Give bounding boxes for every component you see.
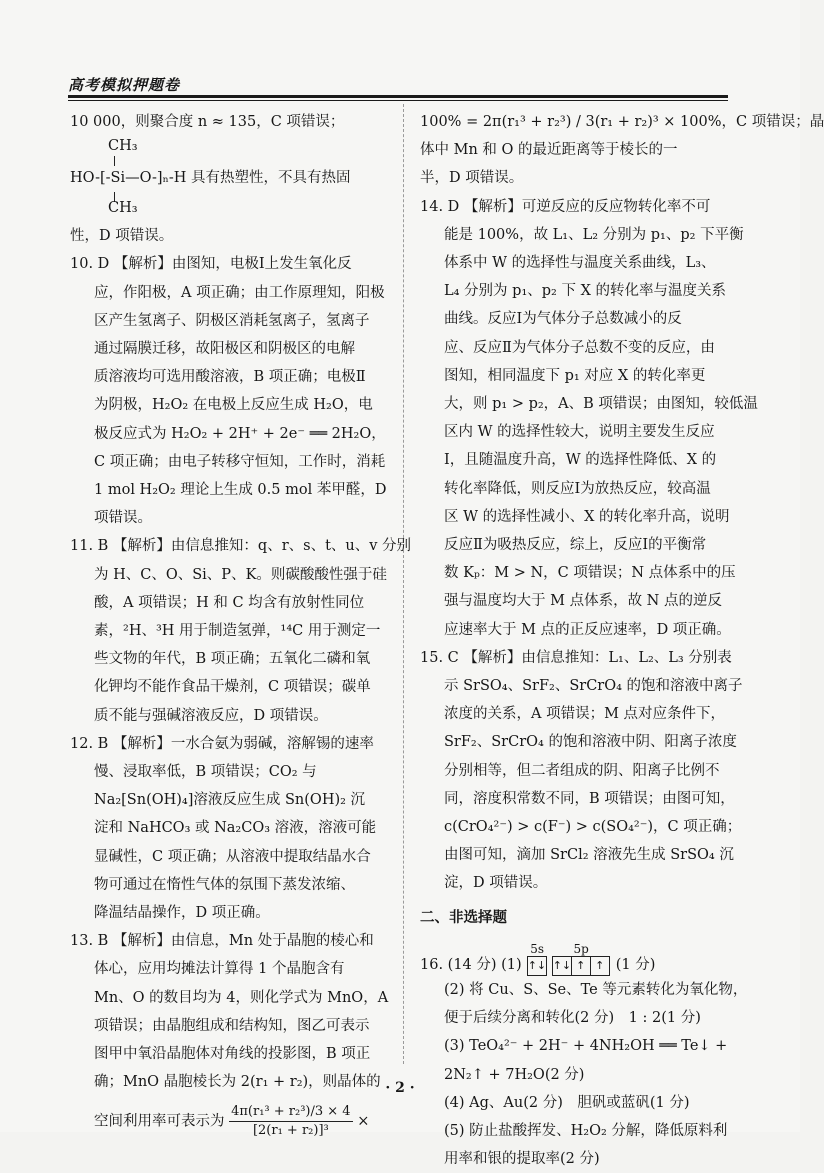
orbital-5p <box>553 942 610 976</box>
answer-11-line: 11. B 【解析】由信息推知：q、r、s、t、u、v 分别 <box>70 538 412 555</box>
answer-10-line: 1 mol H₂O₂ 理论上生成 0.5 mol 苯甲醛，D <box>94 482 387 499</box>
header-rule <box>68 95 728 98</box>
polymer-structure <box>70 136 392 222</box>
answer-15-line: 由图可知，滴加 SrCl₂ 溶液先生成 SrSO₄ 沉 <box>444 847 734 864</box>
answer-15-line: 示 SrSO₄、SrF₂、SrCrO₄ 的饱和溶液中离子 <box>444 678 743 695</box>
continued-formula: 100% = 2π(r₁³ + r₂³) / 3(r₁ + r₂)³ × 100%，C 项错误；晶 <box>420 114 824 130</box>
answer-11 <box>70 532 412 729</box>
formula-suffix: × <box>357 1113 370 1129</box>
answer-12 <box>70 730 392 927</box>
answer-15-line: 分别相等，但二者组成的阴、阳离子比例不 <box>444 762 720 779</box>
continued-line: 体中 Mn 和 O 的最近距离等于棱长的一 <box>420 142 678 159</box>
answer-15 <box>420 644 743 898</box>
answer-14-line: Ⅰ，且随温度升高，W 的选择性降低、X 的 <box>444 452 717 469</box>
answer-13-line: 项错误；由晶胞组成和结构知，图乙可表示 <box>94 1017 370 1034</box>
answer-13-line: 13. B 【解析】由信息，Mn 处于晶胞的棱心和 <box>70 933 374 950</box>
answer-13-line: Mn、O 的数目均为 4，则化学式为 MnO，A <box>94 989 389 1006</box>
answer-15-line: SrF₂、SrCrO₄ 的饱和溶液中阴、阳离子浓度 <box>444 734 737 751</box>
answer-12-line: 慢、浸取率低，B 项错误；CO₂ 与 <box>94 764 317 781</box>
fraction-denominator: [2(r₁ + r₂)]³ <box>252 1122 329 1138</box>
answer-12-line: 物可通过在惰性气体的氛围下蒸发浓缩、 <box>94 876 355 893</box>
answer-10-line: 为阴极，H₂O₂ 在电极上反应生成 H₂O，电 <box>94 397 373 414</box>
orbital-diagram-row <box>420 932 736 976</box>
answer-14-line: L₄ 分别为 p₁、p₂ 下 X 的转化率与温度关系 <box>444 283 726 300</box>
answer-10-line: 极反应式为 H₂O₂ + 2H⁺ + 2e⁻ ══ 2H₂O， <box>94 425 386 442</box>
answer-16-line: (3) TeO₄²⁻ + 2H⁻ + 4NH₂OH ══ Te↓ + <box>444 1038 728 1055</box>
orbital-5s-boxes <box>528 956 547 976</box>
section-title: 二、非选择题 <box>420 908 507 926</box>
answer-16-line: 2N₂↑ + 7H₂O(2 分) <box>444 1066 585 1083</box>
answer-16-line: 便于后续分离和转化(2 分) 1 : 2(1 分) <box>444 1010 701 1027</box>
orbital-5p-label: 5p <box>573 941 589 956</box>
page-header <box>68 74 728 100</box>
answer-14-line: 转化率降低，则反应Ⅰ为放热反应，较高温 <box>444 480 711 497</box>
answer-12-line: 淀和 NaHCO₃ 或 Na₂CO₃ 溶液，溶液可能 <box>94 820 377 837</box>
answer-14-line: 14. D 【解析】可逆反应的反应物转化率不可 <box>420 198 711 215</box>
answer-13 <box>70 927 392 1139</box>
right-column <box>420 108 824 1173</box>
answer-14-line: 强与温度均大于 M 点体系，故 N 点的逆反 <box>444 593 722 610</box>
orbital-5s-label: 5s <box>530 941 545 956</box>
answer-14-line: 应速率大于 M 点的正反应速率，D 项正确。 <box>444 621 731 638</box>
orbital-5p-boxes <box>553 956 610 976</box>
answer-10-line: 质溶液均可选用酸溶液，B 项正确；电极Ⅱ <box>94 369 366 386</box>
answer-10-line: 通过隔膜迁移，故阳极区和阴极区的电解 <box>94 341 355 358</box>
header-rule-thin <box>68 100 728 101</box>
left-column <box>70 108 412 1140</box>
answer-13-line: 确；MnO 晶胞棱长为 2(r₁ + r₂)，则晶体的 <box>94 1074 381 1091</box>
answer-12-line: 12. B 【解析】一水合氨为弱碱，溶解锡的速率 <box>70 735 374 752</box>
answer-10-line: C 项正确；由电子转移守恒知，工作时，消耗 <box>94 453 386 470</box>
answer-15-line: c(CrO₄²⁻) > c(F⁻) > c(SO₄²⁻)，C 项正确； <box>444 819 742 836</box>
formula-fraction <box>229 1103 352 1140</box>
answer-10-line: 区产生氢离子、阴极区消耗氢离子，氢离子 <box>94 312 370 329</box>
struct-top-group: CH₃ <box>108 138 138 155</box>
answer-13-line: 体心，应用均摊法计算得 1 个晶胞含有 <box>94 961 345 978</box>
column-divider <box>403 104 404 1064</box>
answer-15-line: 浓度的关系，A 项错误；M 点对应条件下， <box>444 706 726 723</box>
answer-14-line: 应、反应Ⅱ为气体分子总数不变的反应，由 <box>444 339 715 356</box>
page-number: · 2 · <box>385 1080 415 1096</box>
answer-15-line: 15. C 【解析】由信息推知：L₁、L₂、L₃ 分别表 <box>420 649 732 666</box>
orbital-5s <box>528 942 547 976</box>
answer-10-line: 10. D 【解析】由图知，电极Ⅰ上发生氧化反 <box>70 256 352 273</box>
answer-16-line: 用率和银的提取率(2 分) <box>444 1151 600 1168</box>
answer-12-line: Na₂[Sn(OH)₄]溶液反应生成 Sn(OH)₂ 沉 <box>94 792 366 809</box>
answer-11-line: 质不能与强碱溶液反应，D 项错误。 <box>94 707 328 724</box>
answer-12-line: 显碱性，C 项正确；从溶液中提取结晶水合 <box>94 848 371 865</box>
orbital-box: ↑ <box>590 956 610 976</box>
answer-15-line: 淀，D 项错误。 <box>444 875 548 892</box>
answer-11-line: 化钾均不能作食品干燥剂，C 项错误；碳单 <box>94 679 371 696</box>
answer-14-line: 曲线。反应Ⅰ为气体分子总数减小的反 <box>444 311 682 328</box>
answer-11-line: 些文物的年代，B 项正确；五氧化二磷和氧 <box>94 651 371 668</box>
intro-line: 10 000，则聚合度 n ≈ 135，C 项错误； <box>70 114 345 130</box>
space-utilization-formula <box>70 1103 392 1140</box>
orbital-box: ↑ <box>571 956 591 976</box>
answer-14-line: 体系中 W 的选择性与温度关系曲线，L₃、 <box>444 255 716 272</box>
fraction-numerator: 4π(r₁³ + r₂³)/3 × 4 <box>229 1103 352 1122</box>
intro-line-end: 性，D 项错误。 <box>70 228 174 245</box>
answer-14-line: 反应Ⅱ为吸热反应，综上，反应Ⅰ的平衡常 <box>444 537 707 554</box>
continued-line: 半，D 项错误。 <box>420 170 524 187</box>
answer-12-line: 降温结晶操作，D 项正确。 <box>94 905 270 922</box>
answer-14-line: 区 W 的选择性减小、X 的转化率升高，说明 <box>444 508 730 525</box>
answer-15-line: 同，溶度积常数不同，B 项错误；由图可知， <box>444 790 735 807</box>
answer-14-line: 大，则 p₁ > p₂，A、B 项错误；由图知，较低温 <box>444 396 758 413</box>
answer-13-line: 图甲中氧沿晶胞体对角线的投影图，B 项正 <box>94 1046 371 1063</box>
answer-16-prefix: 16. (14 分) (1) <box>420 956 522 973</box>
header-title: 高考模拟押题卷 <box>68 76 181 94</box>
answer-10-line: 应，作阳极，A 项正确；由工作原理知，阳极 <box>94 284 385 301</box>
answer-10 <box>70 250 392 532</box>
answer-16-line: (4) Ag、Au(2 分) 胆矾或蓝矾(1 分) <box>444 1094 690 1111</box>
struct-bottom-group: CH₃ <box>108 200 138 217</box>
answer-11-line: 酸，A 项错误；H 和 C 均含有放射性同位 <box>94 594 365 611</box>
answer-11-line: 为 H、C、O、Si、P、K。则碳酸酸性强于硅 <box>94 566 387 583</box>
answer-16-score: (1 分) <box>615 956 656 973</box>
formula-prefix: 空间利用率可表示为 <box>94 1113 225 1129</box>
answer-14-line: 图知，相同温度下 p₁ 对应 X 的转化率更 <box>444 367 706 384</box>
answer-14-line: 区内 W 的选择性较大，说明主要发生反应 <box>444 424 715 441</box>
answer-14-line: 数 Kₚ：M > N，C 项错误；N 点体系中的压 <box>444 565 736 582</box>
answer-10-line: 项错误。 <box>94 510 152 527</box>
struct-main-chain: HO-[-Si—O-]ₙ-H 具有热塑性，不具有热固 <box>70 170 351 187</box>
answer-14-line: 能是 100%，故 L₁、L₂ 分别为 p₁、p₂ 下平衡 <box>444 226 744 243</box>
answer-11-line: 素，²H、³H 用于制造氢弹，¹⁴C 用于测定一 <box>94 623 381 640</box>
orbital-box: ↑↓ <box>527 956 547 976</box>
answer-14 <box>420 193 758 644</box>
answer-16 <box>420 932 748 1173</box>
answer-16-line: (2) 将 Cu、S、Se、Te 等元素转化为氧化物， <box>444 981 748 998</box>
orbital-box: ↑↓ <box>552 956 572 976</box>
answer-16-line: (5) 防止盐酸挥发、H₂O₂ 分解，降低原料利 <box>444 1122 728 1139</box>
